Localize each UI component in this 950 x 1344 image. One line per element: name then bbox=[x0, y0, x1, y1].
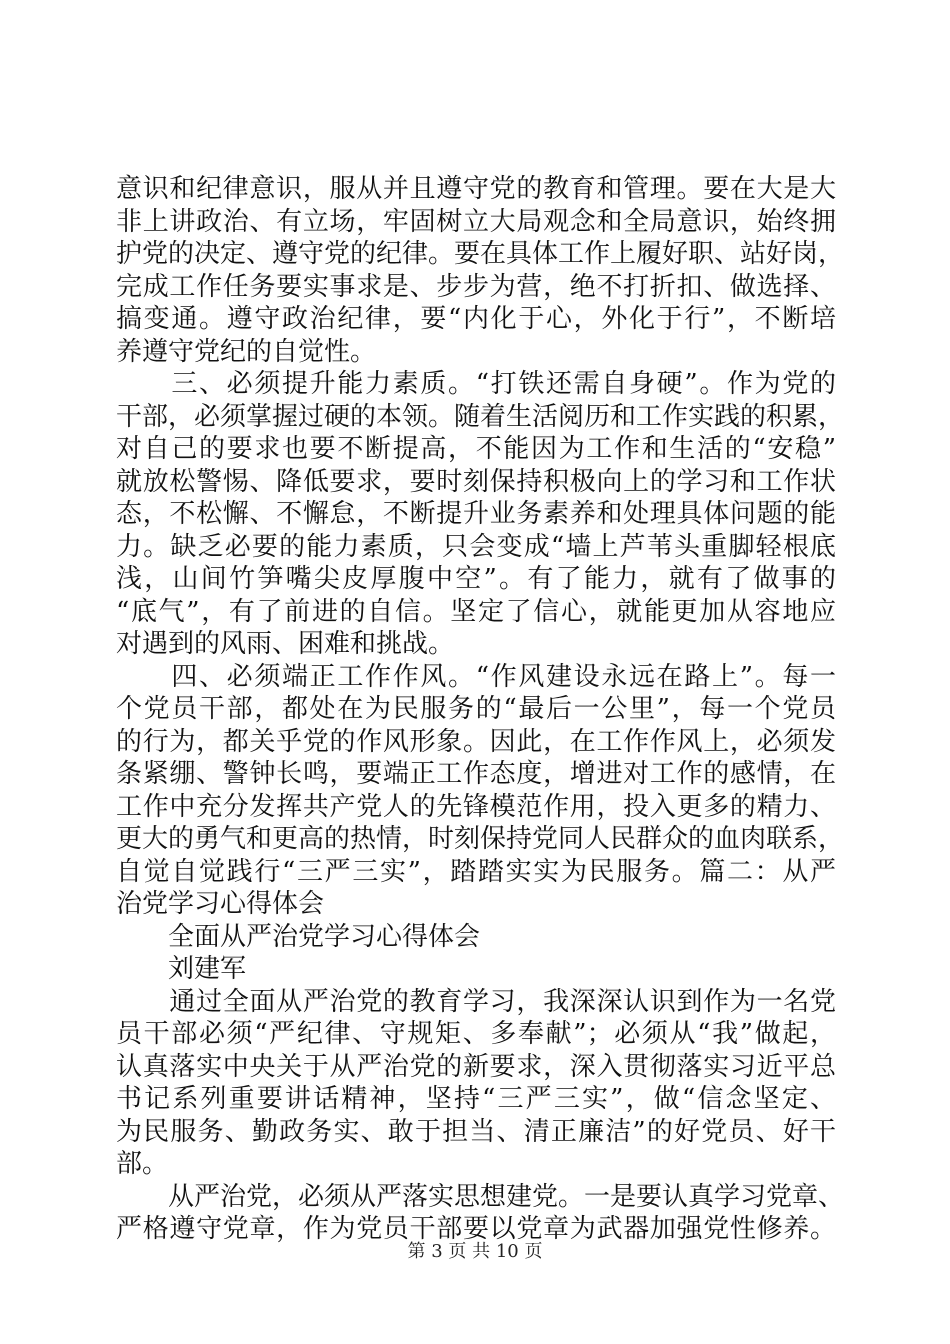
text-line: 个党员干部，都处在为民服务的“最后一公里”，每一个党员 bbox=[116, 694, 836, 724]
text-line: 力。缺乏必要的能力素质，只会变成“墙上芦苇头重脚轻根底 bbox=[116, 531, 836, 562]
text-line: “底气”，有了前进的自信。坚定了信心，就能更加从容地应 bbox=[116, 596, 836, 627]
text-line: 严格遵守党章，作为党员干部要以党章为武器加强党性修养。 bbox=[116, 1214, 836, 1244]
text-line: 全面从严治党学习心得体会 bbox=[116, 921, 481, 952]
text-line: 更大的勇气和更高的热情，时刻保持党同人民群众的血肉联系， bbox=[116, 824, 845, 854]
text-line: 条紧绷、警钟长鸣，要端正工作态度，增进对工作的感情，在 bbox=[116, 759, 836, 789]
text-line: 自觉自觉践行“三严三实”，踏踏实实为民服务。篇二：从严 bbox=[116, 856, 836, 887]
text-line: 为民服务、勤政务实、敢于担当、清正廉洁”的好党员、好干 bbox=[116, 1116, 836, 1147]
text-line: 搞变通。遵守政治纪律，要“内化于心，外化于行”，不断培 bbox=[116, 304, 836, 334]
text-line: 员干部必须“严纪律、守规矩、多奉献”；必须从“我”做起， bbox=[116, 1019, 836, 1049]
text-line: 完成工作任务要实事求是、步步为营，绝不打折扣、做选择、 bbox=[116, 271, 836, 302]
page-footer: 第 3 页 共 10 页 bbox=[407, 1241, 543, 1262]
text-line: 三、必须提升能力素质。“打铁还需自身硬”。作为党的 bbox=[116, 369, 836, 399]
text-line: 工作中充分发挥共产党人的先锋模范作用，投入更多的精力、 bbox=[116, 791, 836, 822]
text-line: 非上讲政治、有立场，牢固树立大局观念和全局意识，始终拥 bbox=[116, 206, 836, 237]
text-line: 养遵守党纪的自觉性。 bbox=[116, 336, 377, 367]
text-line: 干部，必须掌握过硬的本领。随着生活阅历和工作实践的积累， bbox=[116, 401, 845, 432]
text-line: 浅，山间竹笋嘴尖皮厚腹中空”。有了能力，就有了做事的 bbox=[116, 564, 836, 594]
text-line: 书记系列重要讲话精神，坚持“三严三实”，做“信念坚定、 bbox=[116, 1084, 836, 1114]
text-line: 通过全面从严治党的教育学习，我深深认识到作为一名党 bbox=[116, 986, 836, 1017]
text-line: 刘建军 bbox=[116, 954, 247, 984]
text-line: 对遇到的风雨、困难和挑战。 bbox=[116, 629, 455, 659]
text-line: 就放松警惕、降低要求，要时刻保持积极向上的学习和工作状 bbox=[116, 466, 836, 497]
document-body bbox=[116, 173, 845, 1246]
text-line: 部。 bbox=[116, 1149, 169, 1179]
text-line: 从严治党，必须从严落实思想建党。一是要认真学习党章、 bbox=[116, 1181, 845, 1212]
text-line: 态，不松懈、不懈怠，不断提升业务素养和处理具体问题的能 bbox=[116, 499, 836, 529]
text-line: 四、必须端正工作作风。“作风建设永远在路上”。每一 bbox=[116, 661, 836, 692]
text-line: 护党的决定、遵守党的纪律。要在具体工作上履好职、站好岗， bbox=[116, 239, 845, 269]
text-line: 认真落实中央关于从严治党的新要求，深入贯彻落实习近平总 bbox=[116, 1051, 836, 1082]
text-line: 对自己的要求也要不断提高，不能因为工作和生活的“安稳” bbox=[116, 434, 836, 464]
text-line: 的行为，都关乎党的作风形象。因此，在工作作风上，必须发 bbox=[116, 726, 836, 757]
text-line: 治党学习心得体会 bbox=[116, 889, 325, 919]
text-line: 意识和纪律意识，服从并且遵守党的教育和管理。要在大是大 bbox=[116, 174, 836, 204]
